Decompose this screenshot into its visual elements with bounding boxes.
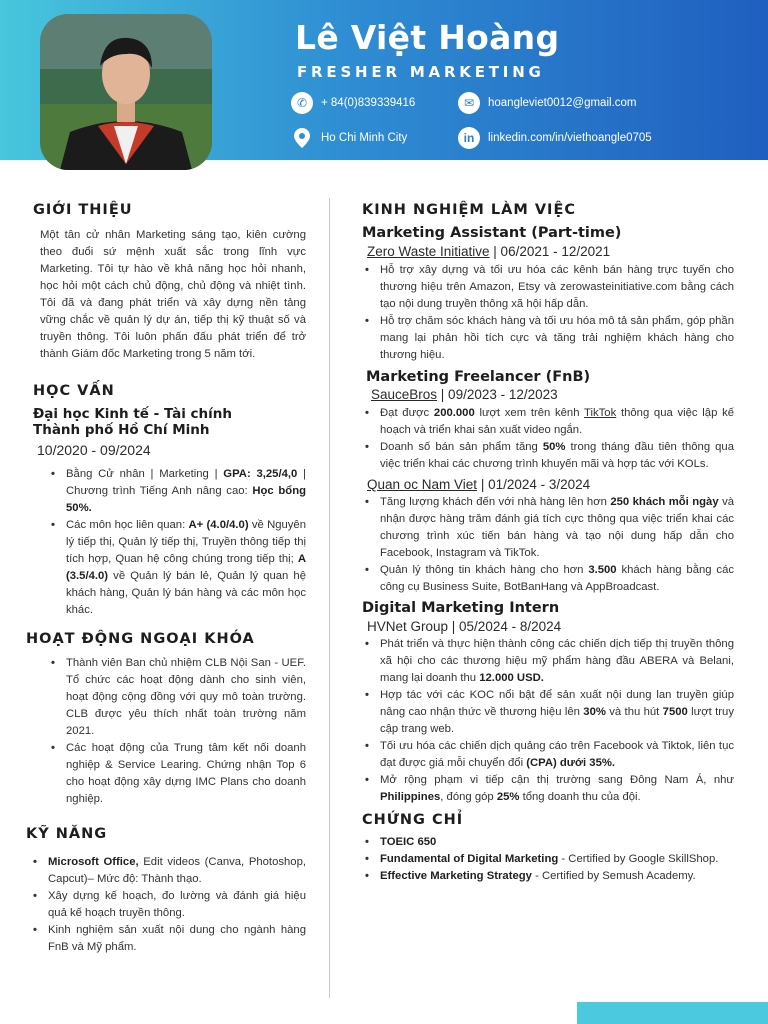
job-title-2: Marketing Freelancer (FnB)	[366, 369, 591, 385]
certs-list	[362, 834, 734, 885]
intro-title: GIỚI THIỆU	[33, 202, 133, 218]
linkedin-text: linkedin.com/in/viethoangle0705	[488, 132, 652, 144]
left-column	[26, 198, 307, 956]
activities-list	[48, 655, 306, 808]
list-item: • Thành viên Ban chủ nhiệm CLB Nội San - UEF. Tổ chức các hoạt động dành cho sinh viên, hoạt động cộng đồng với quy mô toàn trường. CLB được yêu thích nhất toàn trường năm 2021.	[48, 655, 306, 740]
contact-linkedin[interactable]	[458, 127, 652, 149]
job-title-3: Digital Marketing Intern	[362, 600, 560, 616]
job-company-2b: Quan oc Nam Viet | 01/2024 - 3/2024	[367, 477, 591, 492]
list-item: • Phát triển và thực hiện thành công các chiến dịch tiếp thị truyền thông xã hội cho các thương hiệu mỹ phẩm hàng đầu ABERA và Belani, mang lại doanh thu 12.000 USD.	[362, 636, 734, 687]
list-item: • Hỗ trợ chăm sóc khách hàng và tối ưu hóa mô tả sản phẩm, góp phần mang lại phản hồi tích cực và tăng trải nghiệm khách hàng cho thương hiệu.	[362, 313, 734, 364]
certs-title: CHỨNG CHỈ	[362, 812, 464, 828]
skills-list	[30, 854, 306, 956]
job-title-1: Marketing Assistant (Part-time)	[362, 225, 622, 241]
contact-email[interactable]	[458, 92, 636, 114]
company-link[interactable]: Quan oc Nam Viet	[367, 477, 478, 492]
list-item: • TOEIC 650	[362, 834, 734, 851]
job2-list	[362, 405, 734, 473]
linkedin-icon: in	[458, 127, 480, 149]
email-text: hoangleviet0012@gmail.com	[488, 97, 637, 109]
job-role: FRESHER MARKETING	[297, 63, 545, 81]
profile-photo	[40, 14, 212, 170]
list-item: • Fundamental of Digital Marketing - Certified by Google SkillShop.	[362, 851, 734, 868]
job-company-3: HVNet Group | 05/2024 - 8/2024	[367, 619, 562, 634]
list-item: • Các môn học liên quan: A+ (4.0/4.0) về Nguyên lý tiếp thị, Quản lý tiếp thị, Truyền thông tiếp thị tích hợp, Quan hệ công chúng trong tiếp thị; A (3.5/4.0) về Quản lý bán lẻ, Quản lý quan hệ khách hàng, Quản lý bán hàng và các môn học khác.	[48, 517, 306, 619]
list-item: • Tối ưu hóa các chiến dịch quảng cáo trên Facebook và Tiktok, liên tục đạt được giá mỗi chuyển đổi (CPA) dưới 35%.	[362, 738, 734, 772]
company-link[interactable]: SauceBros	[371, 387, 438, 402]
company-link[interactable]: Zero Waste Initiative	[367, 244, 490, 259]
education-dates: 10/2020 - 09/2024	[37, 442, 151, 458]
school-line-1: Đại học Kinh tế - Tài chính	[33, 406, 232, 422]
job3-list	[362, 636, 734, 806]
education-list	[48, 466, 306, 619]
list-item: • Doanh số bán sản phẩm tăng 50% trong tháng đầu tiên thông qua việc triển khai các chương trình khuyến mãi và hợp tác với KOLs.	[362, 439, 734, 473]
list-item: • Effective Marketing Strategy - Certified by Semush Academy.	[362, 868, 734, 885]
education-title: HỌC VẤN	[33, 383, 115, 399]
list-item: • Kinh nghiệm sản xuất nội dung cho ngành hàng FnB và Mỹ phẩm.	[30, 922, 306, 956]
right-column	[362, 198, 734, 885]
skills-title: KỸ NĂNG	[26, 826, 108, 842]
experience-title: KINH NGHIỆM LÀM VIỆC	[362, 202, 577, 218]
list-item: • Xây dựng kế hoạch, đo lường và đánh giá hiệu quả kế hoạch truyền thông.	[30, 888, 306, 922]
tiktok-link[interactable]: TikTok	[584, 407, 617, 419]
job-company-1: Zero Waste Initiative | 06/2021 - 12/2021	[367, 244, 611, 259]
list-item: • Mở rộng phạm vi tiếp cận thị trường sang Đông Nam Á, như Philippines, đóng góp 25% tổng doanh thu của đội.	[362, 772, 734, 806]
location-text: Ho Chi Minh City	[321, 132, 408, 144]
list-item: • Microsoft Office, Edit videos (Canva, Photoshop, Capcut)– Mức độ: Thành thạo.	[30, 854, 306, 888]
list-item: • Đạt được 200.000 lượt xem trên kênh TikTok thông qua việc lập kế hoạch và triển khai sản xuất video ngắn.	[362, 405, 734, 439]
list-item: • Hợp tác với các KOC nổi bật để sản xuất nội dung lan truyền giúp nâng cao nhận thức về thương hiệu lên 30% và thu hút 7500 lượt truy cập trang web.	[362, 687, 734, 738]
job2b-list	[362, 494, 734, 596]
list-item: • Tăng lượng khách đến với nhà hàng lên hơn 250 khách mỗi ngày và nhận được hàng trăm đánh giá tích cực thông qua việc triển khai các chương trình xúc tiến bán hàng và tạo nội dung hấp dẫn cho Facebook, Instagram và TikTok.	[362, 494, 734, 562]
corner-accent	[577, 1002, 768, 1024]
job-company-2: SauceBros | 09/2023 - 12/2023	[371, 387, 558, 402]
map-pin-icon	[291, 127, 313, 149]
list-item: • Quản lý thông tin khách hàng cho hơn 3.500 khách hàng bằng các công cụ Business Suite, BotBanHang và AppBroadcast.	[362, 562, 734, 596]
job1-list	[362, 262, 734, 364]
intro-text: Một tân cử nhân Marketing sáng tạo, kiên cường theo đuổi sứ mệnh xuất sắc trong lĩnh vực Marketing. Tôi tự hào về khả năng học hỏi nhanh, học hỏi một cách chủ động, chủ động và nhiệt tình. Tôi đã và đang phát triển và xây dựng nền tảng vững chắc về quản lý dự án, tiếp thị kỹ thuật số và truyền thông. Tôi luôn phấn đấu phát triển để trở thành Giám đốc Marketing trong 5 năm tới.	[40, 229, 306, 360]
contact-phone[interactable]	[291, 92, 415, 114]
school-name	[33, 406, 306, 438]
phone-icon: ✆	[291, 92, 313, 114]
school-line-2: Thành phố Hồ Chí Minh	[33, 422, 210, 438]
list-item: • Bằng Cử nhân | Marketing | GPA: 3,25/4,0 | Chương trình Tiếng Anh nâng cao: Học bổng 50%.	[48, 466, 306, 517]
envelope-icon: ✉	[458, 92, 480, 114]
phone-text: + 84(0)839339416	[321, 97, 416, 109]
activities-title: HOẠT ĐỘNG NGOẠI KHÓA	[26, 631, 255, 647]
column-divider	[329, 198, 330, 998]
list-item: • Hỗ trợ xây dựng và tối ưu hóa các kênh bán hàng trực tuyến cho thương hiệu trên Amazon, Etsy và zerowasteinitiative.com bằng cách tạo nội dung truyền thông xã hội hấp dẫn.	[362, 262, 734, 313]
contact-location	[291, 127, 407, 149]
person-name: Lê Việt Hoàng	[295, 18, 560, 57]
portrait-illustration	[40, 14, 212, 170]
list-item: • Các hoạt động của Trung tâm kết nối doanh nghiệp & Service Learing. Chứng nhận Top 6 cho hoạt động xây dựng IMC Plans cho doanh nghiệp.	[48, 740, 306, 808]
